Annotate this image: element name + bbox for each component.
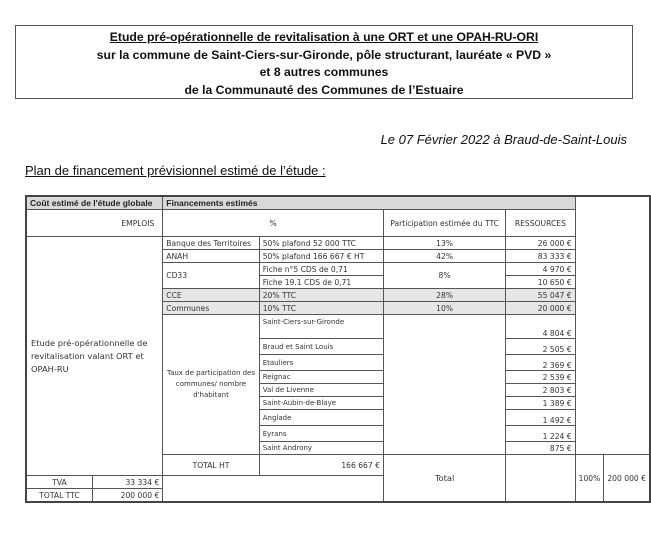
title-line-1: Etude pré-opérationnelle de revitalisation à une ORT et une OPAH-RU-ORI xyxy=(109,30,539,44)
financing-table xyxy=(25,195,651,503)
date-line: Le 07 Février 2022 à Braud-de-Saint-Louis xyxy=(380,132,627,147)
document-title-box xyxy=(15,25,633,99)
commune-name: Val de Livenne xyxy=(259,384,383,397)
funder-detail: 50% plafond 166 667 € HT xyxy=(259,250,383,263)
funder-ressource: 20 000 € xyxy=(506,302,575,315)
total-ht-value: 166 667 € xyxy=(259,455,383,476)
title-line-3: et 8 autres communes xyxy=(259,65,389,79)
commune-ressource: 2 803 € xyxy=(506,384,575,397)
funder-detail: Fiche 19.1 CDS de 0,71 xyxy=(259,276,383,289)
study-label: Etude pré-opérationnelle de revitalisation valant ORT et OPAH-RU xyxy=(26,237,163,476)
column-header-row xyxy=(26,210,650,237)
total-label: Total xyxy=(383,455,505,503)
total-ht-label: TOTAL HT xyxy=(163,455,259,476)
funder-detail: 10% TTC xyxy=(259,302,383,315)
commune-name: Braud et Saint Louis xyxy=(259,339,383,355)
funder-detail: 20% TTC xyxy=(259,289,383,302)
funder-participation: 42% xyxy=(383,250,505,263)
commune-name: Saint Androny xyxy=(259,442,383,455)
commune-participation-empty xyxy=(383,315,505,455)
funder-participation: 8% xyxy=(383,263,505,289)
commune-name: Reignac xyxy=(259,371,383,384)
col-ressources: RESSOURCES xyxy=(506,210,575,237)
section-subtitle: Plan de financement prévisionnel estimé de l’étude : xyxy=(25,163,326,178)
commune-ressource: 1 389 € xyxy=(506,397,575,410)
funder-participation: 13% xyxy=(383,237,505,250)
funder-name: CD33 xyxy=(163,263,259,289)
col-percent: % xyxy=(163,210,384,237)
table-header-row xyxy=(26,196,650,210)
funder-ressource: 10 650 € xyxy=(506,276,575,289)
commune-ressource: 875 € xyxy=(506,442,575,455)
header-cost: Coût estimé de l'étude globale xyxy=(26,196,163,210)
funder-ressource: 26 000 € xyxy=(506,237,575,250)
funder-name: CCE xyxy=(163,289,259,302)
total-percent: 100% xyxy=(575,455,604,503)
commune-name: Eyrans xyxy=(259,426,383,442)
funder-ressource: 83 333 € xyxy=(506,250,575,263)
title-line-2: sur la commune de Saint-Ciers-sur-Gironde, pôle structurant, lauréate « PVD » xyxy=(96,47,552,62)
tva-label: TVA xyxy=(26,476,92,489)
communes-label: Taux de participation des communes/ nombre d'habitant xyxy=(163,315,259,455)
table-row xyxy=(26,237,650,250)
commune-ressource: 2 539 € xyxy=(506,371,575,384)
funder-name: ANAH xyxy=(163,250,259,263)
total-ttc-value: 200 000 € xyxy=(92,489,162,503)
commune-ressource: 2 505 € xyxy=(506,339,575,355)
total-empty xyxy=(506,455,575,503)
title-line-4: de la Communauté des Communes de l’Estuaire xyxy=(184,82,464,97)
commune-name: Anglade xyxy=(259,410,383,426)
commune-ressource: 2 369 € xyxy=(506,355,575,371)
total-ressources: 200 000 € xyxy=(604,455,650,503)
funder-participation: 10% xyxy=(383,302,505,315)
funder-detail: Fiche n°5 CDS de 0,71 xyxy=(259,263,383,276)
col-emplois: EMPLOIS xyxy=(26,210,163,237)
commune-ressource: 4 804 € xyxy=(506,315,575,339)
funder-name: Banque des Territoires xyxy=(163,237,259,250)
tva-value: 33 334 € xyxy=(92,476,162,489)
commune-name: Saint-Ciers-sur-Gironde xyxy=(259,315,383,339)
funder-ressource: 4 970 € xyxy=(506,263,575,276)
col-participation: Participation estimée du TTC xyxy=(383,210,505,237)
commune-ressource: 1 492 € xyxy=(506,410,575,426)
funder-ressource: 55 047 € xyxy=(506,289,575,302)
commune-ressource: 1 224 € xyxy=(506,426,575,442)
commune-name: Saint-Aubin-de-Blaye xyxy=(259,397,383,410)
funder-name: Communes xyxy=(163,302,259,315)
funder-participation: 28% xyxy=(383,289,505,302)
funder-detail: 50% plafond 52 000 TTC xyxy=(259,237,383,250)
total-ttc-label: TOTAL TTC xyxy=(26,489,92,503)
header-financing: Financements estimés xyxy=(163,196,575,210)
commune-name: Etauliers xyxy=(259,355,383,371)
